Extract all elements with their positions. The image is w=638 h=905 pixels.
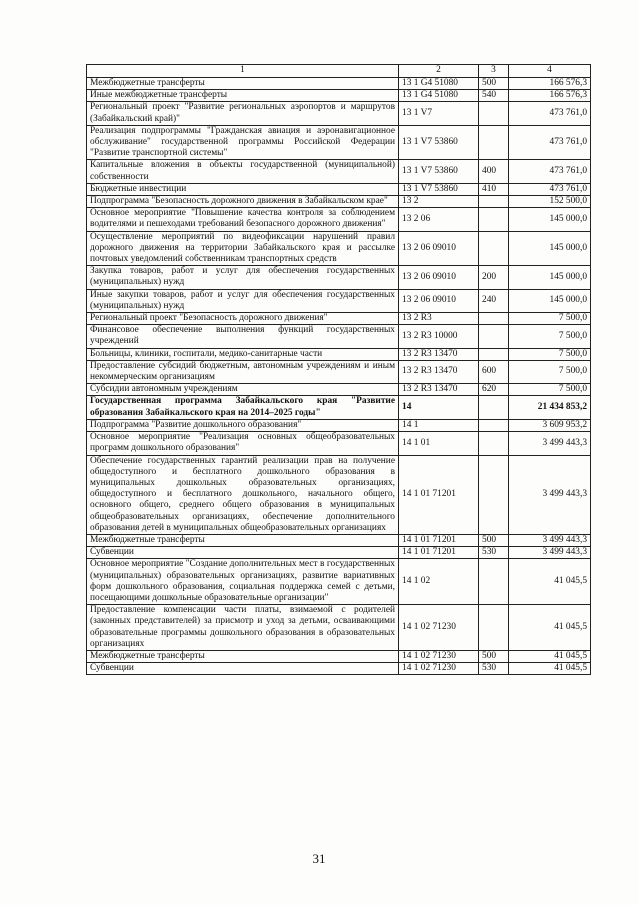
row-amount: 7 500,0 — [509, 360, 591, 383]
table-row — [87, 196, 591, 208]
row-type: 400 — [479, 160, 509, 183]
table-row — [87, 396, 591, 419]
table-body — [87, 78, 591, 675]
row-type — [479, 396, 509, 419]
row-code: 13 1 V7 53860 — [399, 160, 479, 183]
table-row — [87, 313, 591, 325]
row-code: 13 2 R3 10000 — [399, 325, 479, 348]
row-type: 540 — [479, 90, 509, 102]
row-type — [479, 559, 509, 605]
row-name: Бюджетные инвестиции — [87, 183, 399, 195]
row-type: 500 — [479, 534, 509, 546]
row-name: Государственная программа Забайкальского края "Развитие образования Забайкальского края на 2014–2025 годы" — [87, 396, 399, 419]
row-type: 500 — [479, 78, 509, 90]
row-name: Межбюджетные трансферты — [87, 78, 399, 90]
row-amount: 166 576,3 — [509, 90, 591, 102]
row-code: 13 1 G4 51080 — [399, 90, 479, 102]
table-row — [87, 432, 591, 455]
table-header-row — [87, 65, 591, 78]
row-amount: 3 499 443,3 — [509, 534, 591, 546]
row-code: 13 2 — [399, 196, 479, 208]
row-code: 13 2 R3 13470 — [399, 348, 479, 360]
table-row — [87, 78, 591, 90]
table-row — [87, 289, 591, 312]
table-row — [87, 360, 591, 383]
row-amount: 41 045,5 — [509, 650, 591, 662]
row-name: Осуществление мероприятий по видеофиксации нарушений правил дорожного движения на территории Забайкальского края и рассылке почтовых уведомлений собственникам транспортных средств — [87, 231, 399, 266]
row-name: Межбюджетные трансферты — [87, 534, 399, 546]
table-row — [87, 384, 591, 396]
row-type — [479, 432, 509, 455]
row-name: Субвенции — [87, 547, 399, 559]
row-amount: 3 609 953,2 — [509, 419, 591, 431]
page-number: 31 — [312, 851, 326, 866]
row-type: 530 — [479, 663, 509, 675]
header-col-2: 2 — [399, 65, 479, 78]
row-type: 410 — [479, 183, 509, 195]
row-code: 14 1 01 71201 — [399, 455, 479, 534]
row-type — [479, 125, 509, 160]
row-code: 14 — [399, 396, 479, 419]
row-name: Основное мероприятие "Повышение качества контроля за соблюдением водителями и пешеходами требований безопасного дорожного движения" — [87, 208, 399, 231]
row-amount: 7 500,0 — [509, 348, 591, 360]
table-row — [87, 650, 591, 662]
row-code: 14 1 02 71230 — [399, 663, 479, 675]
row-amount: 152 500,0 — [509, 196, 591, 208]
header-col-1: 1 — [87, 65, 399, 78]
row-code: 14 1 01 71201 — [399, 547, 479, 559]
row-amount: 145 000,0 — [509, 231, 591, 266]
row-code: 13 1 G4 51080 — [399, 78, 479, 90]
header-col-3: 3 — [479, 65, 509, 78]
row-code: 14 1 02 71230 — [399, 605, 479, 651]
row-type — [479, 419, 509, 431]
row-amount: 41 045,5 — [509, 559, 591, 605]
row-amount: 166 576,3 — [509, 78, 591, 90]
table-row — [87, 102, 591, 125]
row-type: 530 — [479, 547, 509, 559]
table-row — [87, 231, 591, 266]
table-row — [87, 183, 591, 195]
row-name: Капитальные вложения в объекты государственной (муниципальной) собственности — [87, 160, 399, 183]
row-type: 500 — [479, 650, 509, 662]
row-amount: 3 499 443,3 — [509, 455, 591, 534]
row-amount: 473 761,0 — [509, 125, 591, 160]
row-code: 13 2 R3 13470 — [399, 384, 479, 396]
row-name: Подпрограмма "Безопасность дорожного движения в Забайкальском крае" — [87, 196, 399, 208]
row-amount: 3 499 443,3 — [509, 547, 591, 559]
row-code: 13 1 V7 53860 — [399, 125, 479, 160]
row-type — [479, 313, 509, 325]
table-row — [87, 90, 591, 102]
row-name: Закупка товаров, работ и услуг для обеспечения государственных (муниципальных) нужд — [87, 266, 399, 289]
row-name: Подпрограмма "Развитие дошкольного образования" — [87, 419, 399, 431]
row-code: 13 2 R3 13470 — [399, 360, 479, 383]
row-code: 14 1 — [399, 419, 479, 431]
row-amount: 21 434 853,2 — [509, 396, 591, 419]
row-name: Основное мероприятие "Реализация основных общеобразовательных программ дошкольного образования" — [87, 432, 399, 455]
table-row — [87, 348, 591, 360]
table-row — [87, 663, 591, 675]
row-amount: 7 500,0 — [509, 325, 591, 348]
table-row — [87, 125, 591, 160]
row-name: Предоставление субсидий бюджетным, автономным учреждениям и иным некоммерческим организациям — [87, 360, 399, 383]
row-code: 14 1 02 71230 — [399, 650, 479, 662]
row-name: Региональный проект "Развитие региональных аэропортов и маршрутов (Забайкальский край)" — [87, 102, 399, 125]
table-row — [87, 419, 591, 431]
row-amount: 145 000,0 — [509, 208, 591, 231]
row-code: 14 1 01 71201 — [399, 534, 479, 546]
row-type: 240 — [479, 289, 509, 312]
header-col-4: 4 — [509, 65, 591, 78]
row-amount: 473 761,0 — [509, 102, 591, 125]
row-code: 13 2 06 09010 — [399, 266, 479, 289]
row-name: Иные межбюджетные трансферты — [87, 90, 399, 102]
row-name: Предоставление компенсации части платы, взимаемой с родителей (законных представителей) за присмотр и уход за детьми, осваивающими образовательные программы дошкольного образования в образовательных организациях — [87, 605, 399, 651]
table-row — [87, 266, 591, 289]
row-name: Иные закупки товаров, работ и услуг для обеспечения государственных (муниципальных) нужд — [87, 289, 399, 312]
row-amount: 7 500,0 — [509, 384, 591, 396]
row-amount: 145 000,0 — [509, 266, 591, 289]
row-type — [479, 325, 509, 348]
row-amount: 7 500,0 — [509, 313, 591, 325]
row-code: 13 2 06 — [399, 208, 479, 231]
row-name: Основное мероприятие "Создание дополнительных мест в государственных (муниципальных) образовательных организациях, развитие вариативных форм дошкольного образования, социальная поддержка семей с детьми, посещающими дошкольные образовательные организации" — [87, 559, 399, 605]
row-amount: 473 761,0 — [509, 183, 591, 195]
table-row — [87, 160, 591, 183]
row-type: 200 — [479, 266, 509, 289]
table-row — [87, 208, 591, 231]
row-name: Региональный проект "Безопасность дорожного движения" — [87, 313, 399, 325]
row-code: 13 2 R3 — [399, 313, 479, 325]
table-row — [87, 559, 591, 605]
row-code: 13 1 V7 — [399, 102, 479, 125]
row-code: 13 2 06 09010 — [399, 289, 479, 312]
row-type — [479, 196, 509, 208]
row-code: 13 1 V7 53860 — [399, 183, 479, 195]
row-name: Обеспечение государственных гарантий реализации прав на получение общедоступного и бесплатного дошкольного образования в муниципальных дошкольных образовательных организациях, общедоступного и бесплатного дошкольного, начального общего, основного общего, среднего общего образования в муниципальных общеобразовательных организациях, обеспечение дополнительного образования детей в муниципальных общеобразовательных организациях — [87, 455, 399, 534]
row-code: 14 1 02 — [399, 559, 479, 605]
table-row — [87, 547, 591, 559]
table-row — [87, 605, 591, 651]
table-row — [87, 534, 591, 546]
row-name: Субсидии автономным учреждениям — [87, 384, 399, 396]
table-row — [87, 455, 591, 534]
row-code: 13 2 06 09010 — [399, 231, 479, 266]
row-type — [479, 208, 509, 231]
row-name: Больницы, клиники, госпитали, медико-санитарные части — [87, 348, 399, 360]
row-amount: 3 499 443,3 — [509, 432, 591, 455]
row-type — [479, 455, 509, 534]
row-type — [479, 605, 509, 651]
row-amount: 41 045,5 — [509, 605, 591, 651]
row-name: Финансовое обеспечение выполнения функций государственных учреждений — [87, 325, 399, 348]
row-amount: 41 045,5 — [509, 663, 591, 675]
row-type: 620 — [479, 384, 509, 396]
row-amount: 145 000,0 — [509, 289, 591, 312]
row-type — [479, 102, 509, 125]
row-name: Субвенции — [87, 663, 399, 675]
row-name: Реализация подпрограммы "Гражданская авиация и аэронавигационное обслуживание" государственной программы Российской Федерации "Развитие транспортной системы" — [87, 125, 399, 160]
row-type — [479, 231, 509, 266]
budget-table — [86, 64, 591, 675]
table-row — [87, 325, 591, 348]
row-code: 14 1 01 — [399, 432, 479, 455]
row-name: Межбюджетные трансферты — [87, 650, 399, 662]
row-type — [479, 348, 509, 360]
row-type: 600 — [479, 360, 509, 383]
row-amount: 473 761,0 — [509, 160, 591, 183]
